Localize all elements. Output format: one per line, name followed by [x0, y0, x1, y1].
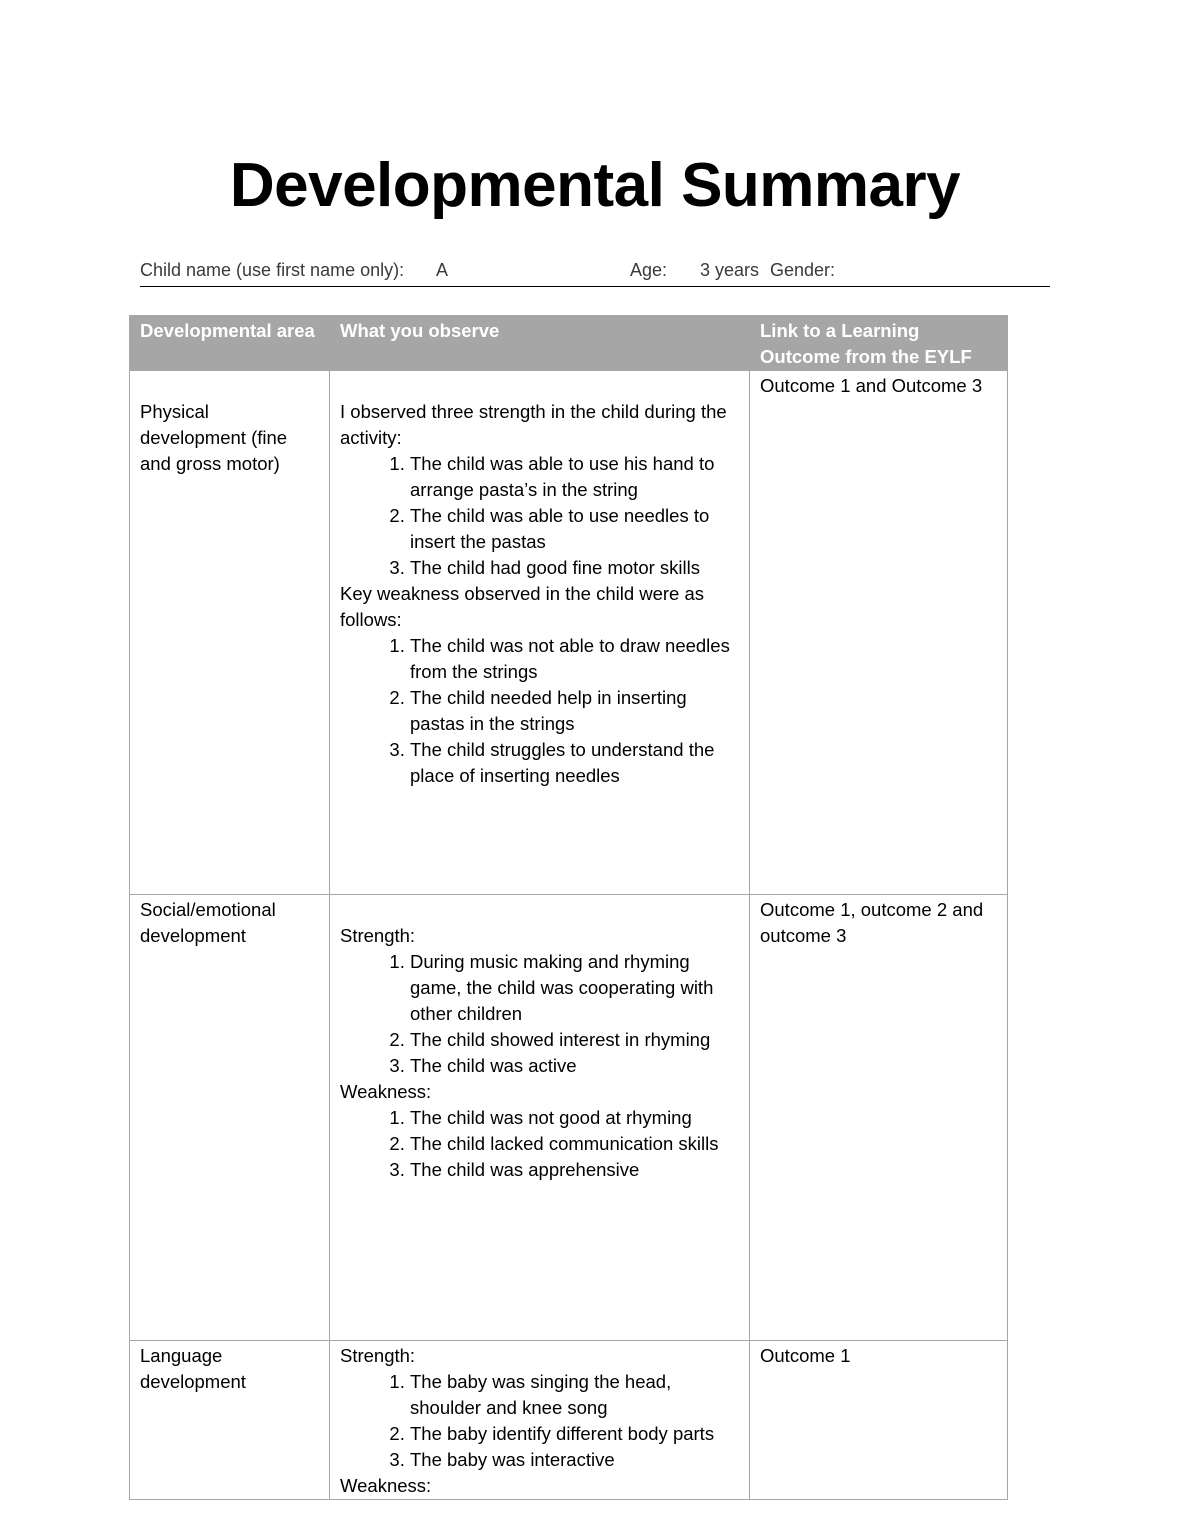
- document-title: Developmental Summary: [229, 151, 961, 220]
- weaknesses-list: [340, 633, 739, 789]
- outcome-text: Outcome 1, outcome 2 and outcome 3: [760, 899, 984, 946]
- list-item: 2. The baby identify different body parts: [410, 1421, 739, 1447]
- table-row: [130, 895, 1008, 1341]
- weakness-label: Weakness:: [340, 1475, 432, 1496]
- list-item: 2. The child was able to use needles to insert the pastas: [410, 503, 739, 555]
- weaknesses-list: [340, 1105, 739, 1183]
- strengths-list: [340, 949, 739, 1079]
- weakness-label: Weakness:: [340, 1081, 432, 1102]
- weakness-label: Key weakness observed in the child were as follows:: [340, 583, 705, 630]
- list-item: 3. The child was apprehensive: [410, 1157, 739, 1183]
- list-item: 3. The child struggles to understand the place of inserting needles: [410, 737, 739, 789]
- strength-label: Strength:: [340, 1345, 416, 1366]
- area-label: Social/emotional development: [140, 899, 276, 946]
- header-learning-outcome: Link to a Learning Outcome from the EYLF: [750, 316, 1008, 371]
- list-item: 2. The child showed interest in rhyming: [410, 1027, 739, 1053]
- list-item: 3. The child was active: [410, 1053, 739, 1079]
- list-item: 1. The child was not good at rhyming: [410, 1105, 739, 1131]
- list-item: 3. The child had good fine motor skills: [410, 555, 739, 581]
- child-name-value: A: [436, 260, 449, 280]
- outcome-cell: [750, 895, 1008, 1341]
- outcome-text: Outcome 1: [760, 1345, 851, 1366]
- area-label: Physical development (fine and gross motor): [140, 401, 288, 474]
- area-cell: [130, 371, 330, 895]
- observation-cell: [330, 895, 750, 1341]
- table-row: [130, 1341, 1008, 1500]
- gender-label: Gender:: [770, 260, 836, 280]
- outcome-text: Outcome 1 and Outcome 3: [760, 375, 983, 396]
- list-item: 2. The child lacked communication skills: [410, 1131, 739, 1157]
- outcome-cell: [750, 1341, 1008, 1500]
- age-value: 3 years: [700, 260, 760, 280]
- list-item: 1. The baby was singing the head, shoulder and knee song: [410, 1369, 739, 1421]
- strength-label: Strength:: [340, 925, 416, 946]
- child-name-label: Child name (use first name only):: [140, 260, 405, 280]
- list-item: 1. During music making and rhyming game, the child was cooperating with other children: [410, 949, 739, 1027]
- header-developmental-area: Developmental area: [130, 316, 330, 371]
- area-cell: [130, 1341, 330, 1500]
- developmental-summary-table: [129, 315, 1008, 1500]
- list-item: 2. The child needed help in inserting pastas in the strings: [410, 685, 739, 737]
- list-item: 1. The child was able to use his hand to arrange pasta’s in the string: [410, 451, 739, 503]
- table-header-row: [130, 316, 1008, 371]
- header-what-you-observe: What you observe: [330, 316, 750, 371]
- strengths-list: [340, 1369, 739, 1473]
- area-cell: [130, 895, 330, 1341]
- strengths-list: [340, 451, 739, 581]
- observation-cell: [330, 1341, 750, 1500]
- area-label: Language development: [140, 1345, 246, 1392]
- table-row: [130, 371, 1008, 895]
- observation-cell: [330, 371, 750, 895]
- list-item: 1. The child was not able to draw needles from the strings: [410, 633, 739, 685]
- age-label: Age:: [630, 260, 668, 280]
- list-item: 3. The baby was interactive: [410, 1447, 739, 1473]
- outcome-cell: [750, 371, 1008, 895]
- observation-intro: I observed three strength in the child during the activity:: [340, 401, 727, 448]
- child-info-line: [140, 258, 1050, 287]
